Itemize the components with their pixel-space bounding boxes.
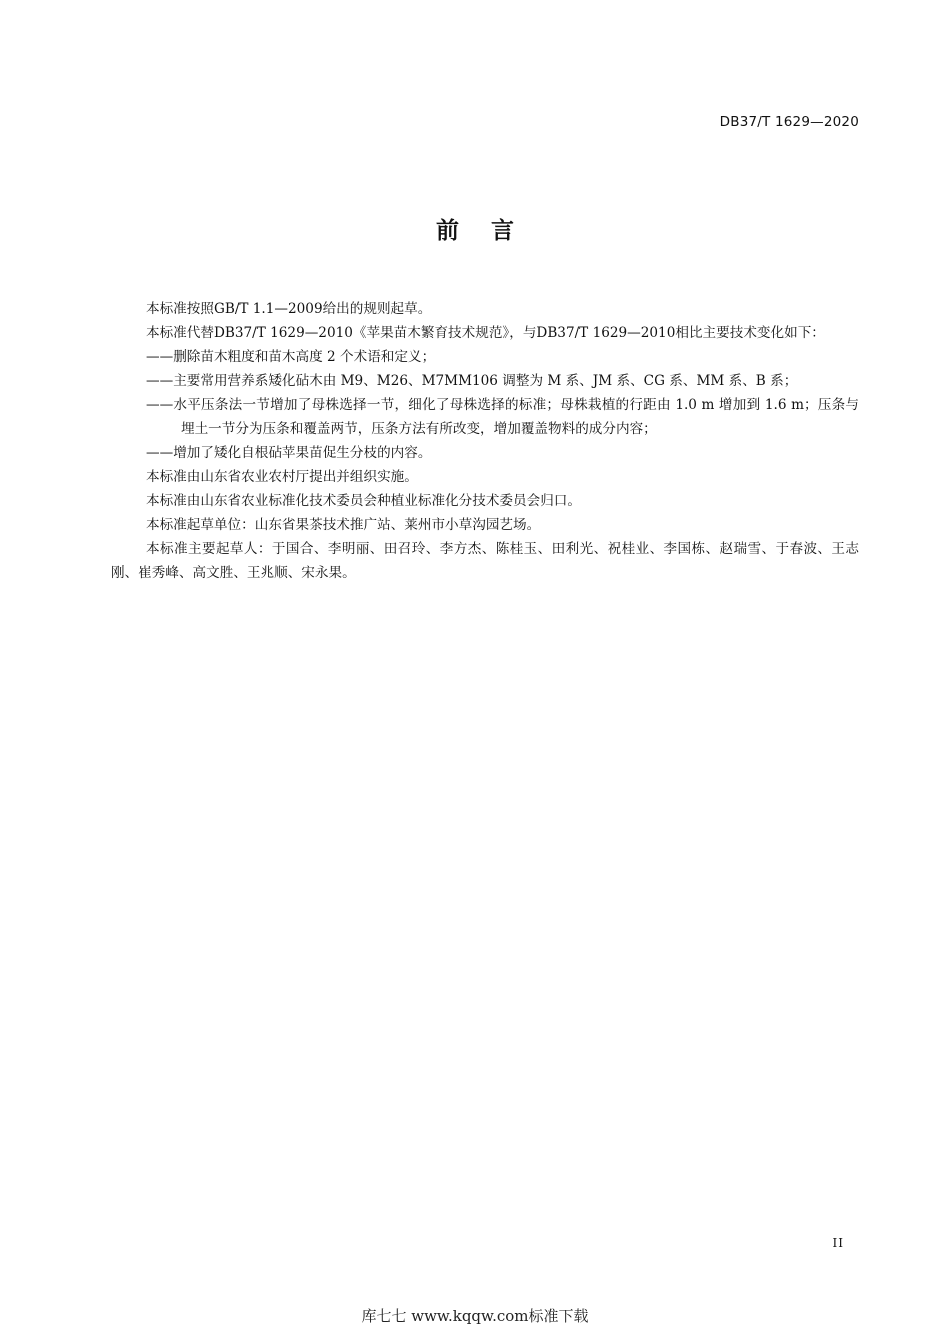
change-item: ——增加了矮化自根砧苹果苗促生分枝的内容。 (146, 445, 432, 461)
replacement-paragraph: 本标准代替DB37/T 1629—2010《苹果苗木繁育技术规范》，与DB37/T 1629—2010相比主要技术变化如下： (146, 325, 825, 341)
change-item: ——主要常用营养系矮化砧木由 M9、M26、M7MM106 调整为 M 系、JM 系、CG 系、MM 系、B 系； (146, 373, 798, 389)
foreword-body (111, 297, 859, 585)
page-number: II (832, 1236, 844, 1250)
drafting-units-paragraph: 本标准起草单位：山东省果茶技术推广站、莱州市小草沟园艺场。 (146, 517, 541, 533)
change-item: ——水平压条法一节增加了母株选择一节，细化了母株选择的标准；母株栽植的行距由 1.0 m 增加到 1.6 m；压条与埋土一节分为压条和覆盖两节，压条方法有所改变，增加覆盖物料的成分内容； (146, 397, 859, 437)
managed-by-paragraph: 本标准由山东省农业标准化技术委员会种植业标准化分技术委员会归口。 (146, 493, 581, 509)
page-title (0, 212, 950, 245)
proposed-by-paragraph: 本标准由山东省农业农村厅提出并组织实施。 (146, 469, 418, 485)
change-item: ——删除苗木粗度和苗木高度 2 个术语和定义； (146, 349, 436, 365)
title-char-1: 前 (436, 218, 459, 244)
main-drafters-paragraph: 本标准主要起草人：于国合、李明丽、田召玲、李方杰、陈桂玉、田利光、祝桂业、李国栋、赵瑞雪、于春波、王志刚、崔秀峰、高文胜、王兆顺、宋永果。 (111, 541, 859, 581)
standard-code: DB37/T 1629—2020 (719, 114, 859, 130)
drafting-rule-paragraph: 本标准按照GB/T 1.1—2009给出的规则起草。 (146, 301, 432, 317)
source-watermark: 库七七 www.kqqw.com标准下载 (361, 1307, 589, 1325)
title-char-2: 言 (491, 218, 514, 244)
